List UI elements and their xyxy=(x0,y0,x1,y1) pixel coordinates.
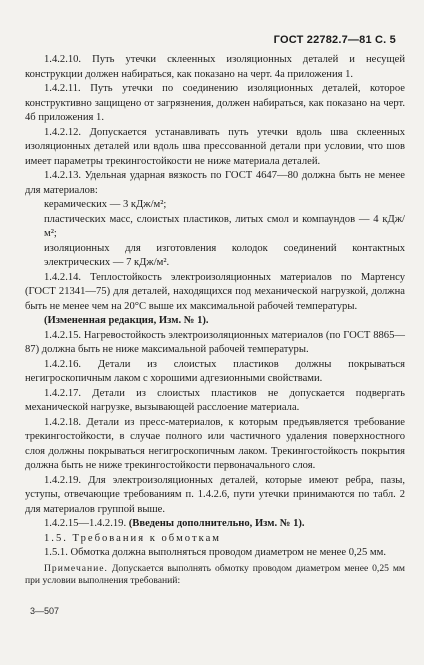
addition-range: 1.4.2.15—1.4.2.19. xyxy=(44,518,127,529)
section-1-5-title: 1.5. Требования к обмоткам xyxy=(44,532,221,544)
clause-1-4-2-16: 1.4.2.16. Детали из слоистых пластиков должны покрываться негигроскопичным лаком с хорошими адгезионными свойствами. xyxy=(25,358,405,384)
note-text: Допускается выполнять обмотку проводом диаметром менее 0,25 мм при условии выполнения требований: xyxy=(25,562,405,586)
page-header: ГОСТ 22782.7—81 С. 5 xyxy=(273,34,396,46)
printing-mark: 3—507 xyxy=(30,606,60,616)
clause-1-4-2-10: 1.4.2.10. Путь утечки склеенных изоляционных деталей и несущей конструкции должен набираться, как показано на черт. 4а приложения 1. xyxy=(25,54,405,80)
clause-1-4-2-11: 1.4.2.11. Путь утечки по соединению изоляционных деталей, которое конструктивно защищено от загрязнения, должен набираться, как показано на черт. 4б приложения 1. xyxy=(25,83,405,123)
document-body xyxy=(25,53,405,597)
list-item-ceramic: керамических — 3 кДж/м²; xyxy=(44,199,167,210)
list-item-insulating: изоляционных для изготовления колодок соединений контактных электрических — 7 кДж/м². xyxy=(44,242,405,268)
clause-1-4-2-13: 1.4.2.13. Удельная ударная вязкость по ГОСТ 4647—80 должна быть не менее для материалов: xyxy=(25,170,405,196)
clause-1-4-2-12: 1.4.2.12. Допускается устанавливать путь утечки вдоль шва склеенных изоляционных деталей или вдоль шва прессованной детали при условии, что шов имеет параметры трекингостойкости не ниже материала деталей. xyxy=(25,126,405,167)
clause-1-4-2-15: 1.4.2.15. Нагревостойкость электроизоляционных материалов (по ГОСТ 8865—87) должна быть не ниже максимальной рабочей температуры. xyxy=(25,329,405,355)
clause-1-4-2-14: 1.4.2.14. Теплостойкость электроизоляционных материалов по Мартенсу (ГОСТ 21341—75) для деталей, находящихся под механической нагрузкой, должна быть не менее чем на 20°С выше их максимальной рабочей температуры. xyxy=(25,271,405,312)
addition-bold: (Введены дополнительно, Изм. № 1). xyxy=(128,518,305,529)
clause-1-4-2-18: 1.4.2.18. Детали из пресс-материалов, к которым предъявляется требование трекингостойкости, в случае полного или частичного удаления поверхностного слоя должны покрываться негигроскопичным лаком. Трекингостойкость покрытия должна быть не ниже трекингостойкости первоначального слоя. xyxy=(25,416,405,471)
clause-1-4-2-19: 1.4.2.19. Для электроизоляционных деталей, которые имеют ребра, пазы, уступы, отвечающие требованиям п. 1.4.2.6, пути утечки принимаются по табл. 2 для материалов группой выше. xyxy=(25,474,405,515)
addition-note xyxy=(25,517,405,532)
amendment-note: (Измененная редакция, Изм. № 1). xyxy=(44,315,209,326)
clause-1-5-1: 1.5.1. Обмотка должна выполняться проводом диаметром не менее 0,25 мм. xyxy=(44,547,386,558)
list-item-plastics: пластических масс, слоистых пластиков, литых смол и компаундов — 4 кДж/м²; xyxy=(44,213,405,239)
note xyxy=(25,563,405,588)
note-label: Примечание. xyxy=(44,562,108,574)
clause-1-4-2-17: 1.4.2.17. Детали из слоистых пластиков не допускается подвергать механической нагрузке, вызывающей расслоение материала. xyxy=(25,387,405,413)
